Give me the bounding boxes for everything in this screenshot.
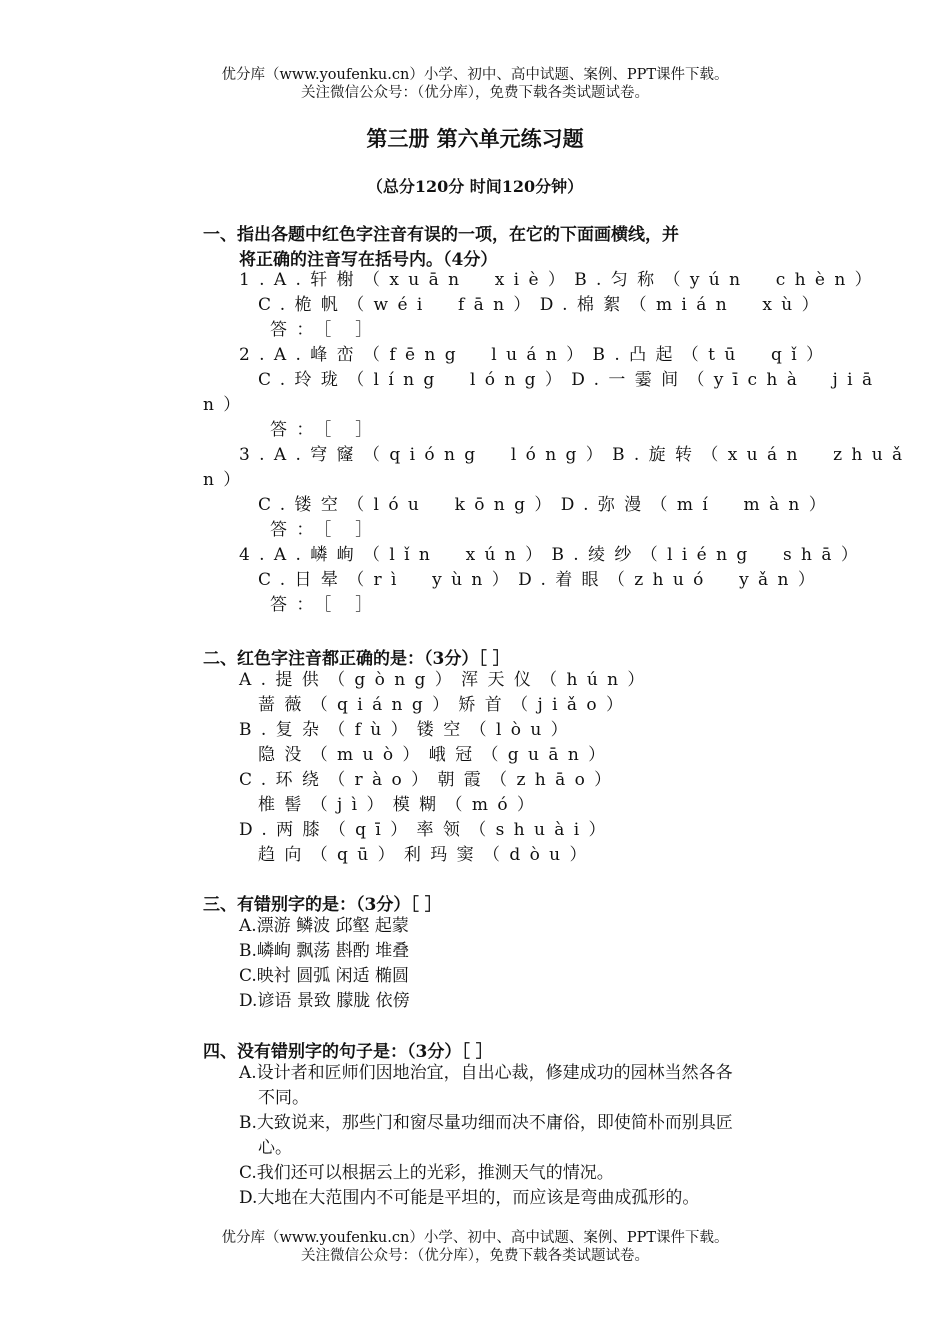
- s2-option-c-line-2: 椎髻（jì）模糊（mó）: [258, 795, 544, 815]
- header-line-1: 优分库（www.youfenku.cn）小学、初中、高中试题、案例、PPT课件下载。: [221, 67, 729, 83]
- q3-answer: 答：［ ］: [270, 520, 382, 540]
- page-footer: [0, 1229, 950, 1265]
- s4-option-b-line-1: B.大致说来，那些门和窗尽量功细而决不庸俗，即使简朴而别具匠: [239, 1113, 733, 1133]
- s4-option-c: C.我们还可以根据云上的光彩，推测天气的情况。: [239, 1163, 614, 1183]
- s2-option-c-line-1: C.环绕（rào）朝霞（zhāo）: [239, 770, 621, 790]
- q2-options-ab: 2.A.峰峦（fēng luán）B.凸起（tū qǐ）: [239, 345, 833, 365]
- section-3-heading: 三、有错别字的是：（3分）［ ］: [203, 895, 442, 915]
- s2-option-a-line-2: 蔷薇（qiáng）矫首（jiǎo）: [258, 695, 633, 715]
- footer-line-2: 关注微信公众号：（优分库），免费下载各类试题试卷。: [301, 1248, 649, 1264]
- s3-option-a: A.漂游 鳞波 邱壑 起蒙: [239, 916, 409, 936]
- s2-option-b-line-1: B.复杂（fù）镂空（lòu）: [239, 720, 578, 740]
- q1-options-cd: C.桅帆（wéi fān）D.棉絮（mián xù）: [258, 295, 828, 315]
- q3-options-wrap: n）: [203, 470, 250, 490]
- q4-options-cd: C.日晕（rì yùn）D.着眼（zhuó yǎn）: [258, 570, 825, 590]
- s2-option-a-line-1: A.提供（gòng）浑天仪（hún）: [239, 670, 654, 690]
- section-1-heading-line-2: 将正确的注音写在括号内。（4分）: [239, 250, 498, 270]
- s4-option-a-line-2: 不同。: [258, 1088, 309, 1108]
- q4-options-ab: 4.A.嶙峋（lǐn xún）B.绫纱（liéng shā）: [239, 545, 868, 565]
- q1-options-ab: 1.A.轩榭（xuān xiè）B.匀称（yún chèn）: [239, 270, 881, 290]
- q2-options-cd: C.玲珑（líng lóng）D.一霎间（yīchà jiā: [258, 370, 882, 390]
- s3-option-d: D.谚语 景致 朦胧 依傍: [239, 991, 410, 1011]
- page-header: [0, 66, 950, 102]
- s3-option-b: B.嶙峋 飘荡 斟酌 堆叠: [239, 941, 410, 961]
- section-4-heading: 四、没有错别字的句子是：（3分）［ ］: [203, 1042, 493, 1062]
- s2-option-d-line-2: 趋向（qū）利玛窦（dòu）: [258, 845, 596, 865]
- q3-options-ab: 3.A.穹窿（qióng lóng）B.旋转（xuán zhuǎ: [239, 445, 912, 465]
- s2-option-b-line-2: 隐没（muò）峨冠（guān）: [258, 745, 615, 765]
- q1-answer: 答：［ ］: [270, 320, 382, 340]
- s3-option-c: C.映衬 圆弧 闲适 椭圆: [239, 966, 410, 986]
- page-subtitle: （总分120分 时间120分钟）: [366, 177, 584, 196]
- footer-line-1: 优分库（www.youfenku.cn）小学、初中、高中试题、案例、PPT课件下载。: [221, 1230, 729, 1246]
- q3-options-cd: C.镂空（lóu kōng）D.弥漫（mí màn）: [258, 495, 836, 515]
- s4-option-d: D.大地在大范围内不可能是平坦的，而应该是弯曲成孤形的。: [239, 1188, 700, 1208]
- page-title: 第三册 第六单元练习题: [366, 126, 584, 151]
- section-1-heading-line-1: 一、指出各题中红色字注音有误的一项，在它的下面画横线，并: [203, 225, 679, 245]
- section-2-heading: 二、红色字注音都正确的是：（3分）［ ］: [203, 649, 510, 669]
- header-line-2: 关注微信公众号：（优分库），免费下载各类试题试卷。: [301, 85, 649, 101]
- s2-option-d-line-1: D.两膝（qī）率领（shuài）: [239, 820, 615, 840]
- q2-options-wrap: n）: [203, 395, 250, 415]
- s4-option-a-line-1: A.设计者和匠师们因地治宜，自出心裁，修建成功的园林当然各各: [239, 1063, 733, 1083]
- q2-answer: 答：［ ］: [270, 420, 382, 440]
- s4-option-b-line-2: 心。: [258, 1138, 292, 1158]
- q4-answer: 答：［ ］: [270, 595, 382, 615]
